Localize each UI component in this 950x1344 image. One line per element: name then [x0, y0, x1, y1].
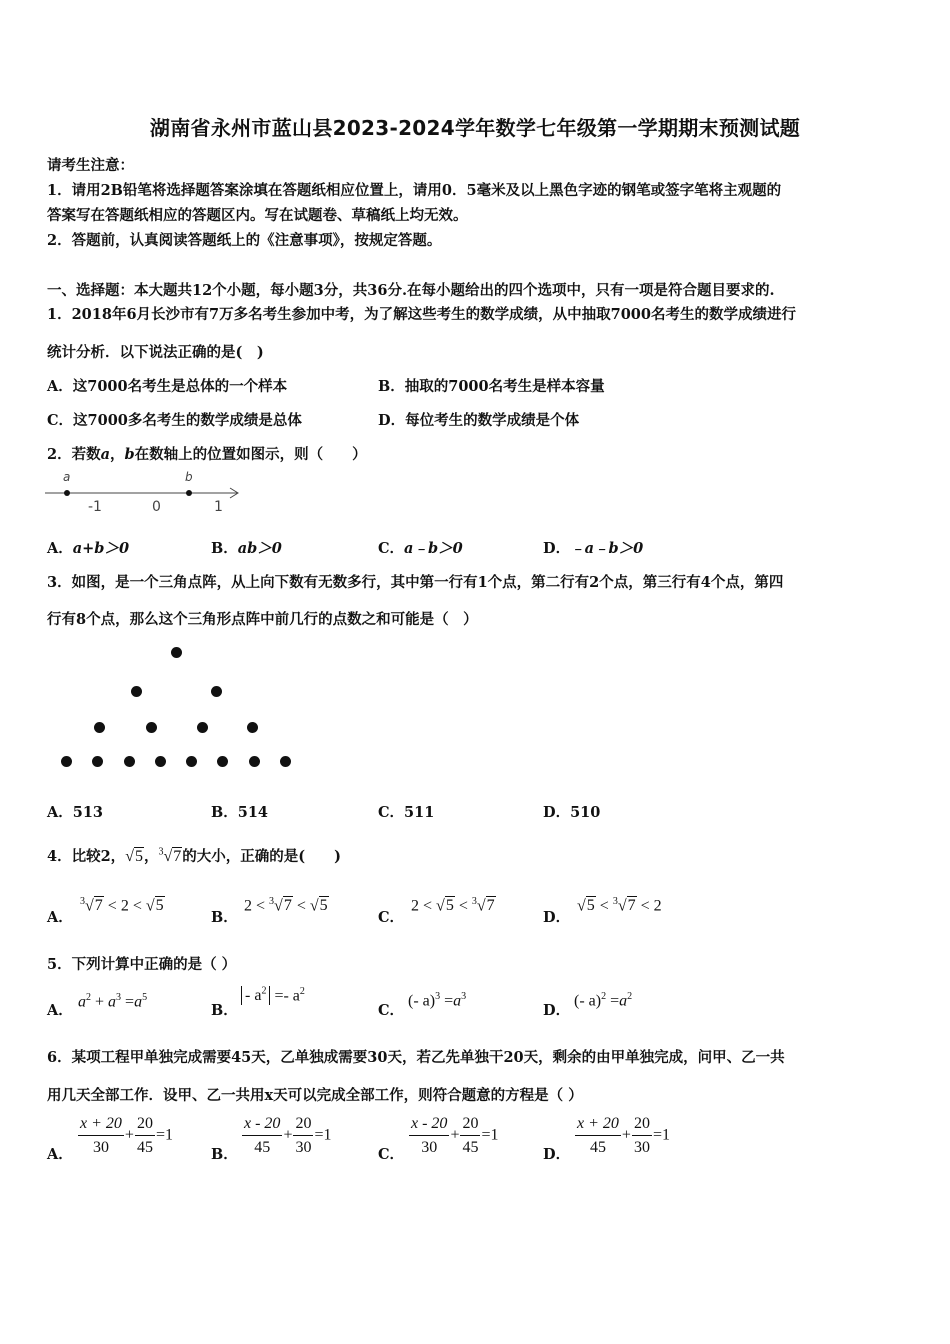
q5-option-a-expr: $a^2 + a^3 =a^5$: [78, 992, 148, 1011]
q6-stem-line2: 用几天全部工作．设甲、乙一共用x天可以完成全部工作，则符合题意的方程是（ ）: [47, 1087, 583, 1104]
q2-option-b: B．ab＞0: [211, 540, 282, 557]
q4-option-c-label: C．: [378, 909, 405, 926]
q3-stem-line1: 3．如图，是一个三角点阵，从上向下数有无数多行，其中第一行有1个点，第二行有2个点，第三行有4个点，第四: [47, 574, 784, 591]
q6-option-a-expr: $\frac{x + 20}{30}$ + $\frac{20}{45}$ =1: [80, 1115, 173, 1156]
q5-option-b-label: B．: [211, 1002, 238, 1019]
q1-option-a: A．这7000名考生是总体的一个样本: [47, 378, 288, 395]
lattice-dot: [124, 756, 135, 767]
lattice-dot: [211, 686, 222, 697]
notice-heading: 请考生注意：: [47, 157, 134, 174]
q1-stem-line2: 统计分析．以下说法正确的是( ): [47, 344, 264, 361]
q4-option-a-label: A．: [47, 909, 73, 926]
q5-option-c-expr: (- $a)^3 =a^3$: [408, 991, 467, 1010]
q4-option-b-label: B．: [211, 909, 238, 926]
label-a: a: [63, 470, 71, 484]
lattice-dot: [247, 722, 258, 733]
q5-stem: 5．下列计算中正确的是（ ）: [47, 956, 237, 973]
q3-option-a: A．513: [47, 804, 104, 821]
q1-option-b: B．抽取的7000名考生是样本容量: [378, 378, 605, 395]
q4-option-b-expr: 2 < $^3$√7 < √5: [244, 896, 328, 915]
q3-option-c: C．511: [378, 804, 435, 821]
q6-option-d-label: D．: [543, 1146, 571, 1163]
lattice-dot: [249, 756, 260, 767]
q6-stem-line1: 6．某项工程甲单独完成需要45天，乙单独成需要30天，若乙先单独干20天，剩余的由甲单独完成，问甲、乙一共: [47, 1049, 785, 1066]
q4-option-c-expr: 2 < √5 < $^3$√7: [411, 896, 495, 915]
lattice-dot: [92, 756, 103, 767]
q4-stem: 4．比较2，√5，$^3$√7的大小，正确的是( ): [47, 846, 341, 865]
number-line-figure: [42, 466, 242, 516]
tick-minus-1: -1: [88, 499, 102, 515]
q1-option-c: C．这7000多名考生的数学成绩是总体: [47, 412, 302, 429]
q5-option-d-expr: (- $a)^2 =a^2$: [574, 991, 633, 1010]
lattice-dot: [186, 756, 197, 767]
q4-option-d-label: D．: [543, 909, 571, 926]
label-b: b: [185, 470, 193, 484]
lattice-dot: [131, 686, 142, 697]
lattice-dot: [61, 756, 72, 767]
lattice-dot: [155, 756, 166, 767]
q3-stem-line2: 行有8个点，那么这个三角形点阵中前几行的点数之和可能是（ ）: [47, 611, 478, 628]
page-title: 湖南省永州市蓝山县2023-2024学年数学七年级第一学期期末预测试题: [149, 116, 801, 140]
q5-option-b-expr: - $a^2 =- a^2$: [241, 986, 305, 1005]
q5-option-d-label: D．: [543, 1002, 571, 1019]
point-a: [64, 490, 70, 496]
tick-0: 0: [152, 499, 161, 515]
section-heading: 一、选择题：本大题共12个小题，每小题3分，共36分.在每小题给出的四个选项中，只有一项是符合题目要求的.: [47, 282, 775, 299]
point-b: [186, 490, 192, 496]
q2-stem: 2．若数a，b在数轴上的位置如图示，则（ ）: [47, 446, 367, 463]
lattice-dot: [146, 722, 157, 733]
tick-1: 1: [214, 499, 223, 515]
q6-option-a-label: A．: [47, 1146, 73, 1163]
q6-option-c-label: C．: [378, 1146, 405, 1163]
lattice-dot: [197, 722, 208, 733]
q1-option-d: D．每位考生的数学成绩是个体: [378, 412, 580, 429]
q4-option-a-expr: $^3$√7 < 2 < √5: [80, 896, 164, 915]
q3-option-b: B．514: [211, 804, 269, 821]
lattice-dot: [94, 722, 105, 733]
q6-option-b-expr: $\frac{x - 20}{45}$ + $\frac{20}{30}$ =1: [244, 1115, 332, 1156]
q1-stem-line1: 1．2018年6月长沙市有7万多名考生参加中考，为了解这些考生的数学成绩，从中抽取7000名考生的数学成绩进行: [47, 306, 796, 323]
q6-option-c-expr: $\frac{x - 20}{30}$ + $\frac{20}{45}$ =1: [411, 1115, 499, 1156]
q2-option-d: D．﹣a﹣b＞0: [543, 540, 644, 557]
notice-line-2: 2．答题前，认真阅读答题纸上的《注意事项》，按规定答题。: [47, 232, 442, 249]
q3-option-d: D．510: [543, 804, 601, 821]
q2-option-c: C．a﹣b＞0: [378, 540, 463, 557]
q2-option-a: A．a+b＞0: [47, 540, 130, 557]
q6-option-b-label: B．: [211, 1146, 238, 1163]
q6-option-d-expr: $\frac{x + 20}{45}$ + $\frac{20}{30}$ =1: [577, 1115, 670, 1156]
lattice-dot: [217, 756, 228, 767]
q5-option-a-label: A．: [47, 1002, 73, 1019]
q4-option-d-expr: √5 < $^3$√7 < 2: [577, 896, 662, 915]
q5-option-c-label: C．: [378, 1002, 405, 1019]
lattice-dot: [171, 647, 182, 658]
notice-line-1b: 答案写在答题纸相应的答题区内。写在试题卷、草稿纸上均无效。: [47, 207, 468, 224]
notice-line-1: 1．请用2B铅笔将选择题答案涂填在答题纸相应位置上，请用0．5毫米及以上黑色字迹的钢笔或签字笔将主观题的: [47, 182, 782, 199]
lattice-dot: [280, 756, 291, 767]
